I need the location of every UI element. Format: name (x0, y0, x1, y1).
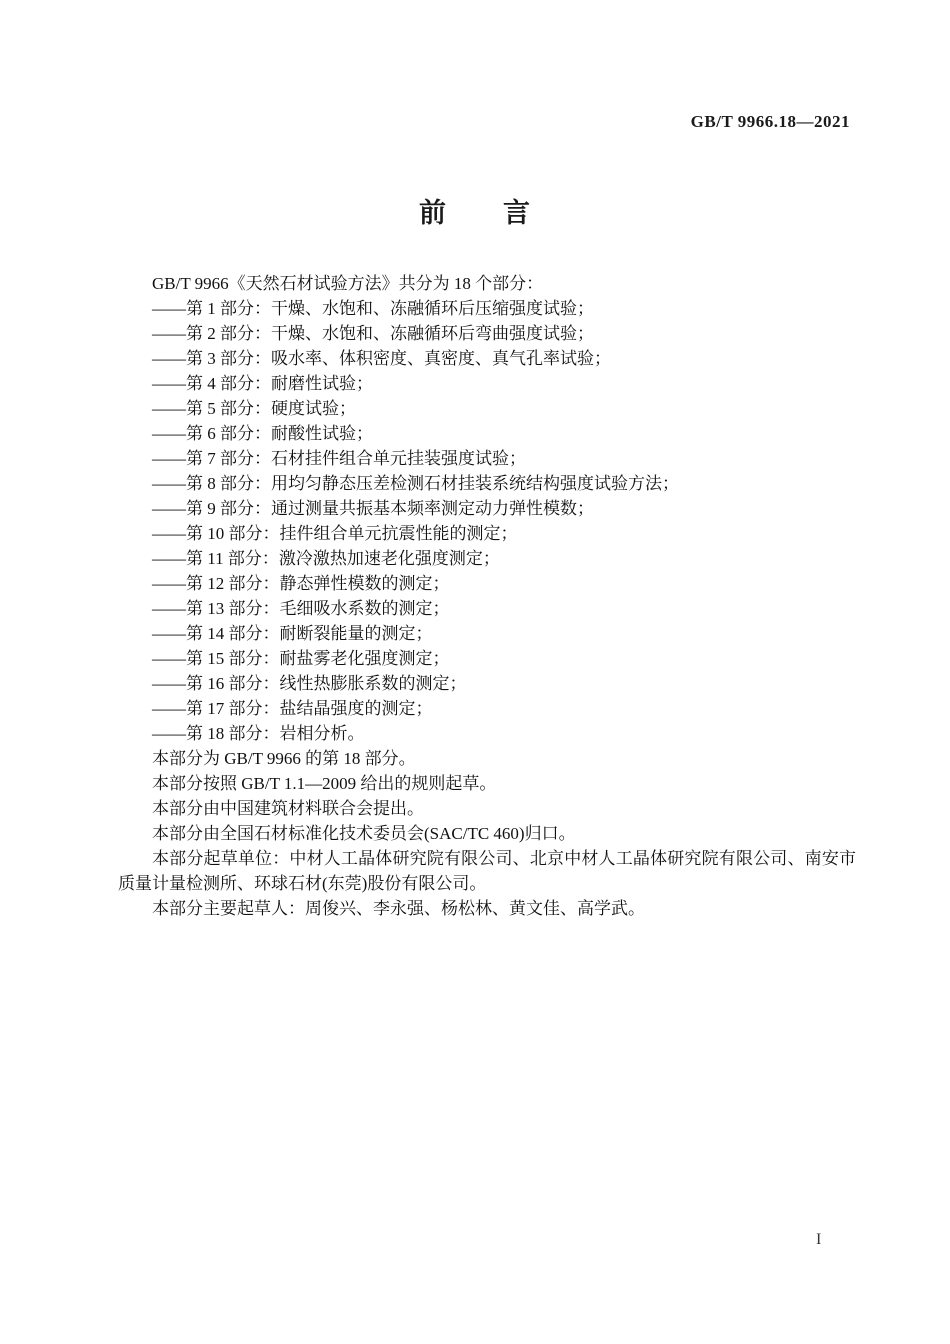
part-list-item-18: ——第 18 部分：岩相分析。 (152, 724, 365, 743)
part-list-item-7: ——第 7 部分：石材挂件组合单元挂装强度试验； (152, 449, 526, 468)
foreword-centralized-by: 本部分由全国石材标准化技术委员会(SAC/TC 460)归口。 (152, 824, 576, 843)
part-list-item-2: ——第 2 部分：干燥、水饱和、冻融循环后弯曲强度试验； (152, 324, 594, 343)
foreword-drafting-units: 本部分起草单位：中材人工晶体研究院有限公司、北京中材人工晶体研究院有限公司、南安市质量计量检测所、环球石材(东莞)股份有限公司。 (118, 849, 856, 893)
part-list-item-6: ——第 6 部分：耐酸性试验； (152, 424, 373, 443)
foreword-drafting-rule: 本部分按照 GB/T 1.1—2009 给出的规则起草。 (152, 774, 497, 793)
foreword-proposed-by: 本部分由中国建筑材料联合会提出。 (152, 799, 424, 818)
part-list-item-10: ——第 10 部分：挂件组合单元抗震性能的测定； (152, 524, 518, 543)
part-list-item-13: ——第 13 部分：毛细吸水系数的测定； (152, 599, 450, 618)
part-list-item-4: ——第 4 部分：耐磨性试验； (152, 374, 373, 393)
foreword-main-drafters: 本部分主要起草人：周俊兴、李永强、杨松林、黄文佳、高学武。 (152, 899, 645, 918)
part-list-item-8: ——第 8 部分：用均匀静态压差检测石材挂装系统结构强度试验方法； (152, 474, 679, 493)
foreword-part-statement: 本部分为 GB/T 9966 的第 18 部分。 (152, 749, 416, 768)
page-number: I (816, 1231, 822, 1248)
part-list-item-3: ——第 3 部分：吸水率、体积密度、真密度、真气孔率试验； (152, 349, 611, 368)
part-list-item-11: ——第 11 部分：激冷激热加速老化强度测定； (152, 549, 500, 568)
part-list-item-5: ——第 5 部分：硬度试验； (152, 399, 356, 418)
part-list-item-17: ——第 17 部分：盐结晶强度的测定； (152, 699, 433, 718)
part-list-item-12: ——第 12 部分：静态弹性模数的测定； (152, 574, 450, 593)
part-list-item-15: ——第 15 部分：耐盐雾老化强度测定； (152, 649, 450, 668)
standard-number: GB/T 9966.18—2021 (690, 112, 850, 131)
part-list-item-14: ——第 14 部分：耐断裂能量的测定； (152, 624, 433, 643)
foreword-body (118, 271, 856, 921)
parts-intro-paragraph: GB/T 9966《天然石材试验方法》共分为 18 个部分： (152, 274, 544, 293)
page-title: 前 言 (419, 198, 531, 228)
part-list-item-9: ——第 9 部分：通过测量共振基本频率测定动力弹性模数； (152, 499, 594, 518)
part-list-item-1: ——第 1 部分：干燥、水饱和、冻融循环后压缩强度试验； (152, 299, 594, 318)
part-list-item-16: ——第 16 部分：线性热膨胀系数的测定； (152, 674, 467, 693)
